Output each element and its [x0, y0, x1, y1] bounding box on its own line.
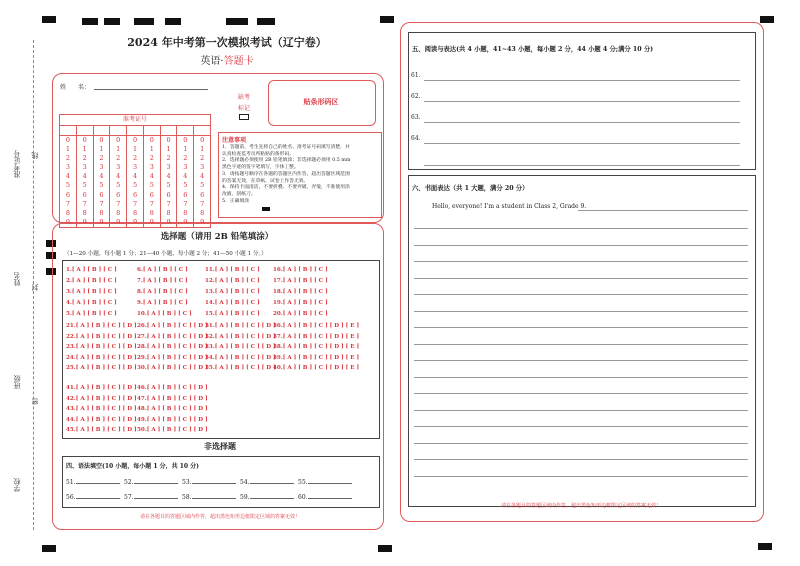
question-17[interactable]: 17.[ A ] [ B ] [ C ] [273, 278, 328, 284]
digit-columns [60, 136, 210, 227]
digit-bubble[interactable]: 7 [149, 199, 154, 208]
page-subtitle [82, 52, 372, 67]
digit-bubble[interactable]: 9 [132, 217, 138, 226]
digit-bubble[interactable]: 8 [200, 208, 205, 217]
writing-line[interactable] [414, 426, 748, 427]
question-13[interactable]: 13.[ A ] [ B ] [ C ] [205, 289, 260, 295]
digit-bubble[interactable]: 9 [149, 217, 154, 226]
question-5[interactable]: 5.[ A ] [ B ] [ C ] [66, 311, 117, 317]
blank-number: 53. [182, 479, 192, 486]
writing-line[interactable] [414, 476, 748, 477]
grammar-blank[interactable] [66, 477, 120, 486]
blank-underline[interactable] [192, 477, 236, 484]
question-39[interactable]: 39.[ A ] [ B ] [ C ] [ D ] [ E ] [273, 354, 360, 361]
digit-bubble[interactable]: 0 [116, 136, 121, 144]
exam-number-grid [59, 114, 211, 228]
digit-bubble[interactable]: 7 [166, 199, 171, 208]
notice-line: 5．正确填涂 [222, 198, 250, 204]
digit-bubble[interactable]: 9 [82, 217, 87, 226]
digit-column[interactable] [110, 136, 127, 227]
digit-bubble[interactable]: 9 [116, 217, 121, 226]
reading-question-number: 63. [411, 114, 421, 121]
digit-bubble[interactable]: 1 [200, 145, 205, 154]
digit-bubble[interactable]: 5 [132, 181, 138, 190]
digit-bubble[interactable]: 4 [116, 172, 121, 181]
writing-line[interactable] [414, 327, 748, 328]
section6-border [408, 175, 756, 507]
grammar-blank[interactable] [182, 477, 236, 486]
question-26[interactable]: 26.[ A ] [ B ] [ C ] [ D ] [137, 323, 208, 329]
digit-bubble[interactable]: 2 [132, 154, 138, 163]
blank-underline[interactable] [134, 477, 178, 484]
digit-bubble[interactable]: 6 [82, 190, 87, 199]
digit-bubble[interactable]: 1 [65, 145, 70, 154]
digit-bubble[interactable]: 1 [132, 145, 138, 154]
digit-bubble[interactable]: 8 [82, 208, 87, 217]
grammar-blank[interactable] [124, 492, 178, 501]
digit-bubble[interactable]: 0 [166, 136, 171, 144]
question-23[interactable]: 23.[ A ] [ B ] [ C ] [ D ] [66, 344, 137, 350]
digit-bubble[interactable]: 2 [166, 154, 171, 163]
grammar-blank[interactable] [66, 492, 120, 501]
digit-bubble[interactable]: 4 [132, 172, 138, 181]
digit-bubble[interactable]: 0 [132, 136, 138, 144]
digit-bubble[interactable]: 0 [82, 136, 87, 144]
question-25[interactable]: 25.[ A ] [ B ] [ C ] [ D ] [66, 365, 137, 371]
question-18[interactable]: 18.[ A ] [ B ] [ C ] [273, 289, 328, 295]
digit-bubble[interactable]: 1 [99, 145, 104, 154]
digit-bubble[interactable]: 3 [99, 163, 104, 172]
writing-line[interactable] [414, 443, 748, 444]
writing-line[interactable] [414, 410, 748, 411]
opening-sentence: Hello, everyone! I’m a student in Class 2, Grade 9. [432, 203, 587, 210]
writing-line[interactable] [414, 245, 748, 246]
digit-bubble[interactable]: 9 [99, 217, 104, 226]
subject-label: 英语 [200, 56, 221, 67]
digit-column[interactable] [161, 136, 178, 227]
page-title: 2024 年中考第一次模拟考试（辽宁卷） [127, 36, 327, 49]
question-30[interactable]: 30.[ A ] [ B ] [ C ] [ D ] [137, 365, 208, 371]
writing-line[interactable] [414, 228, 748, 229]
digit-bubble[interactable]: 3 [65, 163, 70, 172]
blank-number: 52. [124, 479, 134, 486]
sidebar-name: 姓名 [13, 272, 21, 286]
digit-bubble[interactable]: 3 [166, 163, 171, 172]
digit-bubble[interactable]: 0 [99, 136, 104, 144]
timing-mark [257, 18, 275, 25]
name-field[interactable] [94, 89, 208, 90]
timing-mark [82, 18, 98, 25]
timing-mark [134, 18, 154, 25]
exam-number-boxes[interactable] [60, 126, 210, 136]
digit-bubble[interactable]: 6 [116, 190, 121, 199]
question-1[interactable]: 1.[ A ] [ B ] [ C ] [66, 267, 117, 273]
section4-title: 四、语法填空(10 小题，每小题 1 分，共 10 分) [66, 463, 199, 470]
question-36[interactable]: 36.[ A ] [ B ] [ C ] [ D ] [ E ] [273, 323, 360, 329]
reading-answer-line[interactable] [424, 80, 740, 81]
writing-line-first[interactable] [578, 210, 748, 211]
question-35[interactable]: 35.[ A ] [ B ] [ C ] [ D ] [205, 365, 276, 371]
timing-mark [758, 543, 772, 550]
choice-title: 选择题（请用 2B 铅笔填涂） [160, 232, 274, 242]
digit-bubble[interactable]: 7 [82, 199, 87, 208]
question-45[interactable]: 45.[ A ] [ B ] [ C ] [ D ] [66, 427, 137, 433]
question-29[interactable]: 29.[ A ] [ B ] [ C ] [ D ] [137, 354, 208, 361]
timing-mark [226, 18, 248, 25]
digit-bubble[interactable]: 4 [183, 172, 188, 181]
question-6[interactable]: 6.[ A ] [ B ] [ C ] [137, 267, 188, 273]
question-49[interactable]: 49.[ A ] [ B ] [ C ] [ D ] [137, 416, 208, 423]
section5-title: 五、阅读与表达(共 4 小题，41~43 小题，每小题 2 分，44 小题 4 分;满分 10 分) [412, 46, 654, 53]
question-42[interactable]: 42.[ A ] [ B ] [ C ] [ D ] [66, 395, 137, 402]
missing-label: 缺考 [237, 94, 250, 101]
barcode-label: 贴条形码区 [303, 97, 339, 106]
question-16[interactable]: 16.[ A ] [ B ] [ C ] [273, 267, 328, 273]
writing-line[interactable] [414, 261, 748, 262]
notice-line: 1．答题前，考生先将自己的姓名、准考证号码填写清楚，并 [222, 145, 350, 150]
digit-bubble[interactable]: 0 [149, 136, 154, 144]
digit-bubble[interactable]: 2 [200, 154, 205, 163]
question-24[interactable]: 24.[ A ] [ B ] [ C ] [ D ] [66, 354, 137, 361]
writing-line[interactable] [414, 377, 748, 378]
grammar-blank[interactable] [182, 492, 236, 501]
digit-bubble[interactable]: 2 [149, 154, 154, 163]
digit-bubble[interactable]: 3 [200, 163, 205, 172]
digit-bubble[interactable]: 6 [132, 190, 138, 199]
blank-underline[interactable] [308, 477, 352, 484]
grammar-blank[interactable] [298, 477, 352, 486]
digit-bubble[interactable]: 5 [116, 181, 121, 190]
sidebar-line: 线 [31, 152, 39, 159]
exam-number-label: 准考证号 [60, 115, 210, 126]
timing-mark [380, 16, 394, 23]
reading-answer-line[interactable] [424, 165, 740, 166]
digit-column[interactable] [127, 136, 144, 227]
timing-mark [760, 16, 774, 23]
question-43[interactable]: 43.[ A ] [ B ] [ C ] [ D ] [66, 406, 137, 412]
name-label: 姓 名： [60, 84, 91, 91]
digit-bubble[interactable]: 6 [99, 190, 104, 199]
question-4[interactable]: 4.[ A ] [ B ] [ C ] [66, 300, 117, 306]
choice-description: （1—20 小题，每小题 1 分；21—40 小题，每小题 2 分；41—50 小题 1 分。） [64, 251, 267, 257]
digit-column[interactable] [144, 136, 161, 227]
question-20[interactable]: 20.[ A ] [ B ] [ C ] [273, 311, 328, 317]
grammar-blank[interactable] [124, 477, 178, 486]
writing-line[interactable] [414, 360, 748, 361]
binding-line [33, 40, 34, 530]
sidebar-school: 学校 [13, 478, 21, 492]
sidebar-exam-number: 准考证号 [13, 150, 21, 178]
blank-number: 57. [124, 494, 134, 501]
blank-underline[interactable] [192, 492, 236, 499]
digit-bubble[interactable]: 8 [99, 208, 104, 217]
digit-bubble[interactable]: 3 [82, 163, 87, 172]
digit-bubble[interactable]: 6 [183, 190, 188, 199]
question-9[interactable]: 9.[ A ] [ B ] [ C ] [137, 300, 188, 306]
writing-line[interactable] [414, 344, 748, 345]
notice-line: 认真检查监考员所粘贴的条形码。 [222, 151, 294, 157]
digit-bubble[interactable]: 5 [183, 181, 188, 190]
question-27[interactable]: 27.[ A ] [ B ] [ C ] [ D ] [137, 333, 208, 340]
notice-line: 改液、刮纸刀。 [222, 191, 256, 197]
digit-bubble[interactable]: 1 [116, 145, 121, 154]
digit-bubble[interactable]: 3 [183, 163, 188, 172]
question-38[interactable]: 38.[ A ] [ B ] [ C ] [ D ] [ E ] [273, 344, 360, 350]
digit-bubble[interactable]: 8 [65, 208, 70, 217]
blank-underline[interactable] [250, 492, 294, 499]
question-15[interactable]: 15.[ A ] [ B ] [ C ] [205, 311, 260, 317]
blank-number: 60. [298, 494, 308, 501]
digit-bubble[interactable]: 8 [116, 208, 121, 217]
mark-label: 标记 [237, 105, 250, 112]
writing-line[interactable] [414, 278, 748, 279]
digit-bubble[interactable]: 8 [166, 208, 171, 217]
digit-bubble[interactable]: 4 [82, 172, 87, 181]
blank-number: 56. [66, 494, 76, 501]
digit-bubble[interactable]: 9 [183, 217, 188, 226]
missing-checkbox[interactable] [239, 114, 249, 120]
notice-body [219, 144, 381, 206]
subtitle-dot: · [220, 56, 224, 67]
question-41[interactable]: 41.[ A ] [ B ] [ C ] [ D ] [66, 385, 137, 391]
digit-bubble[interactable]: 4 [99, 172, 104, 181]
digit-bubble[interactable]: 1 [166, 145, 171, 154]
digit-bubble[interactable]: 4 [149, 172, 154, 181]
digit-bubble[interactable]: 5 [82, 181, 87, 190]
question-40[interactable]: 40.[ A ] [ B ] [ C ] [ D ] [ E ] [273, 365, 360, 371]
timing-mark [104, 18, 120, 25]
digit-bubble[interactable]: 2 [116, 154, 121, 163]
notice-line: 4．保持卡面清洁，不要折叠、不要弄破、弄皱，不准使用涂 [222, 185, 350, 191]
timing-mark [42, 16, 56, 23]
question-10[interactable]: 10.[ A ] [ B ] [ C ] [137, 311, 192, 317]
timing-mark [378, 545, 392, 552]
digit-bubble[interactable]: 5 [99, 181, 104, 190]
digit-bubble[interactable]: 8 [183, 208, 188, 217]
blank-number: 51. [66, 479, 76, 486]
digit-bubble[interactable]: 2 [82, 154, 87, 163]
digit-bubble[interactable]: 4 [166, 172, 171, 181]
digit-bubble[interactable]: 4 [200, 172, 205, 181]
digit-bubble[interactable]: 9 [166, 217, 171, 226]
digit-bubble[interactable]: 0 [183, 136, 188, 144]
footer-note-right: 请在各题目的答题区域内作答，超出黑色矩形边框限定区域的答案无效！ [500, 503, 661, 509]
blank-underline[interactable] [76, 492, 120, 499]
blank-underline[interactable] [76, 477, 120, 484]
digit-bubble[interactable]: 7 [99, 199, 104, 208]
reading-question-number: 61. [411, 72, 421, 79]
digit-bubble[interactable]: 4 [65, 172, 70, 181]
digit-bubble[interactable]: 6 [166, 190, 171, 199]
question-21[interactable]: 21.[ A ] [ B ] [ C ] [ D ] [66, 323, 137, 329]
notice-line: 黑色字迹的签字笔填写，字体工整。 [222, 165, 299, 171]
digit-bubble[interactable]: 7 [132, 199, 138, 208]
writing-line[interactable] [414, 311, 748, 312]
question-47[interactable]: 47.[ A ] [ B ] [ C ] [ D ] [137, 395, 208, 402]
digit-bubble[interactable]: 5 [149, 181, 154, 190]
digit-bubble[interactable]: 6 [65, 190, 70, 199]
digit-bubble[interactable]: 0 [65, 136, 70, 144]
question-44[interactable]: 44.[ A ] [ B ] [ C ] [ D ] [66, 416, 137, 423]
question-11[interactable]: 11.[ A ] [ B ] [ C ] [205, 267, 260, 273]
section6-opening [432, 203, 586, 210]
sidebar-class: 班级 [13, 375, 21, 389]
notice-line: 2．选择题必须使用 2B 铅笔填涂；非选择题必须用 0.5 mm [222, 158, 351, 164]
digit-bubble[interactable]: 8 [132, 208, 138, 217]
question-28[interactable]: 28.[ A ] [ B ] [ C ] [ D ] [137, 344, 208, 350]
grammar-blank[interactable] [240, 477, 294, 486]
reading-question-number: 62. [411, 93, 421, 100]
digit-bubble[interactable]: 5 [65, 181, 70, 190]
question-3[interactable]: 3.[ A ] [ B ] [ C ] [66, 289, 117, 295]
writing-line[interactable] [414, 294, 748, 295]
reading-answer-line[interactable] [424, 101, 740, 102]
nonchoice-title: 非选择题 [204, 441, 236, 451]
digit-bubble[interactable]: 0 [200, 136, 205, 144]
digit-bubble[interactable]: 3 [116, 163, 121, 172]
timing-mark [165, 18, 181, 25]
reading-answer-line[interactable] [424, 122, 740, 123]
digit-bubble[interactable]: 7 [200, 199, 205, 208]
question-34[interactable]: 34.[ A ] [ B ] [ C ] [ D ] [205, 354, 276, 361]
blank-underline[interactable] [134, 492, 178, 499]
digit-bubble[interactable]: 7 [116, 199, 121, 208]
writing-line[interactable] [414, 459, 748, 460]
digit-bubble[interactable]: 6 [200, 190, 205, 199]
question-50[interactable]: 50.[ A ] [ B ] [ C ] [ D ] [137, 427, 208, 433]
sidebar-seal: 封 [31, 284, 39, 291]
footer-note-left: 请在各题目的答题区域内作答，超出黑色矩形边框限定区域的答案无效！ [139, 514, 300, 520]
notice-line: 的答案无效，在草纸、试卷上作答无效。 [222, 178, 309, 184]
question-14[interactable]: 14.[ A ] [ B ] [ C ] [205, 300, 260, 306]
digit-bubble[interactable]: 1 [149, 145, 154, 154]
digit-bubble[interactable]: 7 [65, 199, 70, 208]
question-48[interactable]: 48.[ A ] [ B ] [ C ] [ D ] [137, 406, 208, 412]
blank-number: 54. [240, 479, 250, 486]
blank-number: 58. [182, 494, 192, 501]
digit-column[interactable] [177, 136, 194, 227]
digit-bubble[interactable]: 2 [99, 154, 104, 163]
digit-column[interactable] [77, 136, 94, 227]
digit-column[interactable] [60, 136, 77, 227]
grammar-blank[interactable] [298, 492, 352, 501]
question-7[interactable]: 7.[ A ] [ B ] [ C ] [137, 278, 188, 284]
question-22[interactable]: 22.[ A ] [ B ] [ C ] [ D ] [66, 333, 137, 340]
notice-title: 注意事项 [222, 137, 247, 144]
answer-card-label: 答题卡 [223, 56, 254, 67]
question-19[interactable]: 19.[ A ] [ B ] [ C ] [273, 300, 328, 306]
question-12[interactable]: 12.[ A ] [ B ] [ C ] [205, 278, 260, 284]
digit-column[interactable] [94, 136, 111, 227]
question-31[interactable]: 31.[ A ] [ B ] [ C ] [ D ] [205, 323, 276, 329]
blank-underline[interactable] [250, 477, 294, 484]
digit-column[interactable] [194, 136, 210, 227]
blank-underline[interactable] [308, 492, 352, 499]
digit-bubble[interactable]: 8 [149, 208, 154, 217]
digit-bubble[interactable]: 6 [149, 190, 154, 199]
sidebar-secret: 密 [31, 398, 39, 405]
writing-line[interactable] [414, 393, 748, 394]
question-2[interactable]: 2.[ A ] [ B ] [ C ] [66, 278, 117, 284]
digit-bubble[interactable]: 5 [166, 181, 171, 190]
digit-bubble[interactable]: 9 [65, 217, 70, 226]
digit-bubble[interactable]: 3 [149, 163, 154, 172]
correct-fill-sample [262, 207, 270, 211]
blank-number: 59. [240, 494, 250, 501]
digit-bubble[interactable]: 5 [200, 181, 205, 190]
notice-line: 3．请按题号顺序在各题的答题区内作答，超出答题区域范围 [222, 171, 350, 177]
digit-bubble[interactable]: 7 [183, 199, 188, 208]
question-37[interactable]: 37.[ A ] [ B ] [ C ] [ D ] [ E ] [273, 333, 360, 340]
digit-bubble[interactable]: 1 [82, 145, 87, 154]
grammar-blank[interactable] [240, 492, 294, 501]
blank-number: 55. [298, 479, 308, 486]
digit-bubble[interactable]: 2 [65, 154, 70, 163]
question-8[interactable]: 8.[ A ] [ B ] [ C ] [137, 289, 188, 295]
reading-question-number: 64. [411, 135, 421, 142]
digit-bubble[interactable]: 1 [183, 145, 188, 154]
digit-bubble[interactable]: 9 [200, 217, 205, 226]
timing-mark [42, 545, 56, 552]
question-32[interactable]: 32.[ A ] [ B ] [ C ] [ D ] [205, 333, 276, 340]
question-33[interactable]: 33.[ A ] [ B ] [ C ] [ D ] [205, 344, 276, 350]
section6-title: 六、书面表达（共 1 大题，满分 20 分） [412, 185, 529, 192]
digit-bubble[interactable]: 3 [132, 163, 138, 172]
digit-bubble[interactable]: 2 [183, 154, 188, 163]
reading-answer-line[interactable] [424, 143, 740, 144]
question-46[interactable]: 46.[ A ] [ B ] [ C ] [ D ] [137, 385, 208, 391]
notice-box [218, 132, 382, 218]
